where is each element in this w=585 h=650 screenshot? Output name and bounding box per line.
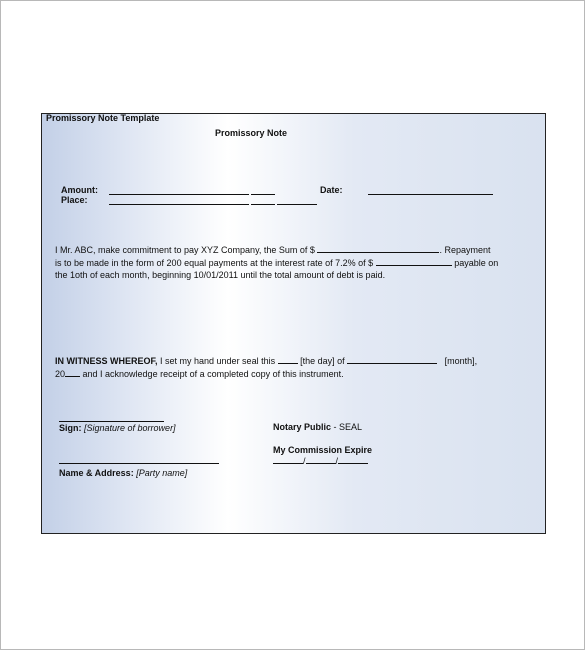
- date-label: Date:: [320, 185, 343, 195]
- commission-day-blank: [306, 454, 336, 464]
- place-blank-extra2: [277, 204, 317, 205]
- witness-line-2: 20 and I acknowledge receipt of a completed copy of this instrument.: [55, 369, 344, 379]
- place-blank-extra: [251, 204, 275, 205]
- amount-blank-extra: [251, 194, 275, 195]
- amount-blank: [109, 194, 249, 195]
- name-address-placeholder: [Party name]: [136, 468, 188, 478]
- commission-month-blank: [273, 454, 303, 464]
- witness-line-1: IN WITNESS WHEREOF, I set my hand under seal this [the day] of [month],: [55, 356, 478, 366]
- month-blank: [347, 354, 437, 364]
- place-label: Place:: [61, 195, 88, 205]
- sign-placeholder: [Signature of borrower]: [84, 423, 176, 433]
- commitment-line-3: the 1oth of each month, beginning 10/01/2011 until the total amount of debt is paid.: [55, 270, 386, 280]
- document-title: Promissory Note: [215, 128, 288, 138]
- interest-amount-blank: [376, 256, 452, 266]
- sum-blank: [317, 243, 439, 253]
- promissory-note-document: [41, 113, 546, 534]
- commission-year-blank: [338, 454, 368, 464]
- amount-label: Amount:: [61, 185, 98, 195]
- commission-label: My Commission Expire: [273, 445, 373, 455]
- commission-date-blanks: / /: [273, 454, 368, 468]
- sign-label: Sign:: [59, 423, 82, 433]
- witness-heading: IN WITNESS WHEREOF,: [55, 356, 158, 366]
- date-blank: [368, 194, 493, 195]
- commitment-line-2: is to be made in the form of 200 equal payments at the interest rate of 7.2% of $ payable on: [55, 258, 499, 268]
- name-address-line: [59, 463, 219, 464]
- notary-public-label: Notary Public - SEAL: [273, 422, 363, 432]
- place-blank: [109, 204, 249, 205]
- name-address-label: Name & Address:: [59, 468, 134, 478]
- commitment-line-1: I Mr. ABC, make commitment to pay XYZ Company, the Sum of $ . Repayment: [55, 245, 491, 255]
- sign-field: [59, 422, 176, 435]
- template-title: Promissory Note Template: [46, 113, 160, 123]
- year-blank: [65, 367, 80, 377]
- name-address-field: [59, 467, 187, 480]
- day-blank: [278, 354, 298, 364]
